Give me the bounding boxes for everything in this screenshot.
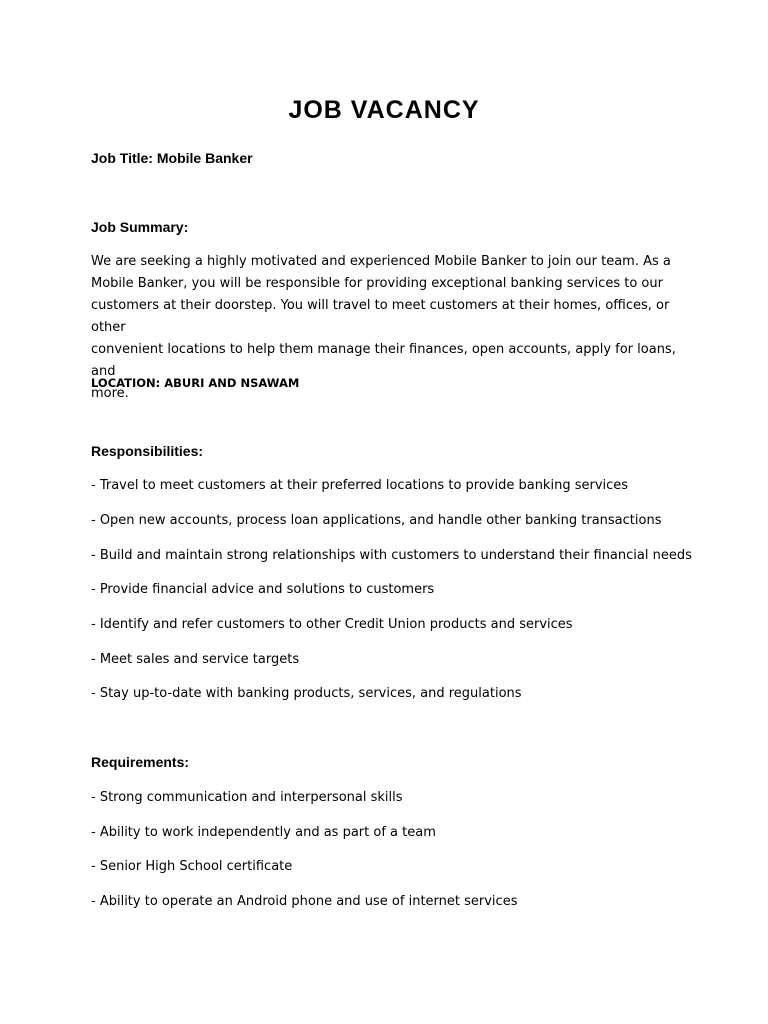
responsibility-item: - Provide financial advice and solutions to customers: [91, 582, 435, 597]
responsibility-item: - Stay up-to-date with banking products, services, and regulations: [91, 686, 522, 701]
responsibilities-heading: Responsibilities:: [91, 443, 204, 459]
location-line: LOCATION: ABURI AND NSAWAM: [91, 376, 300, 390]
requirements-heading: Requirements:: [91, 754, 190, 770]
responsibility-item: - Open new accounts, process loan applications, and handle other banking transactions: [91, 513, 662, 528]
responsibility-item: - Meet sales and service targets: [91, 652, 300, 667]
job-title-line: Job Title: Mobile Banker: [91, 150, 253, 166]
requirement-item: - Strong communication and interpersonal skills: [91, 790, 403, 805]
summary-line: We are seeking a highly motivated and experienced Mobile Banker to join our team. As a: [91, 254, 671, 269]
requirement-item: - Senior High School certificate: [91, 859, 293, 874]
responsibility-item: - Identify and refer customers to other Credit Union products and services: [91, 617, 573, 632]
responsibility-item: - Build and maintain strong relationships with customers to understand their financial needs: [91, 548, 692, 563]
summary-line: customers at their doorstep. You will travel to meet customers at their homes, offices, or other: [91, 298, 670, 335]
document-title: JOB VACANCY: [288, 96, 480, 124]
summary-line: more.: [91, 386, 129, 401]
requirement-item: - Ability to work independently and as part of a team: [91, 825, 436, 840]
job-summary-heading: Job Summary:: [91, 219, 189, 235]
summary-line: Mobile Banker, you will be responsible for providing exceptional banking services to our: [91, 276, 663, 291]
summary-line: convenient locations to help them manage their finances, open accounts, apply for loans, and: [91, 342, 676, 379]
requirement-item: - Ability to operate an Android phone and use of internet services: [91, 894, 518, 909]
responsibility-item: - Travel to meet customers at their preferred locations to provide banking services: [91, 478, 629, 493]
